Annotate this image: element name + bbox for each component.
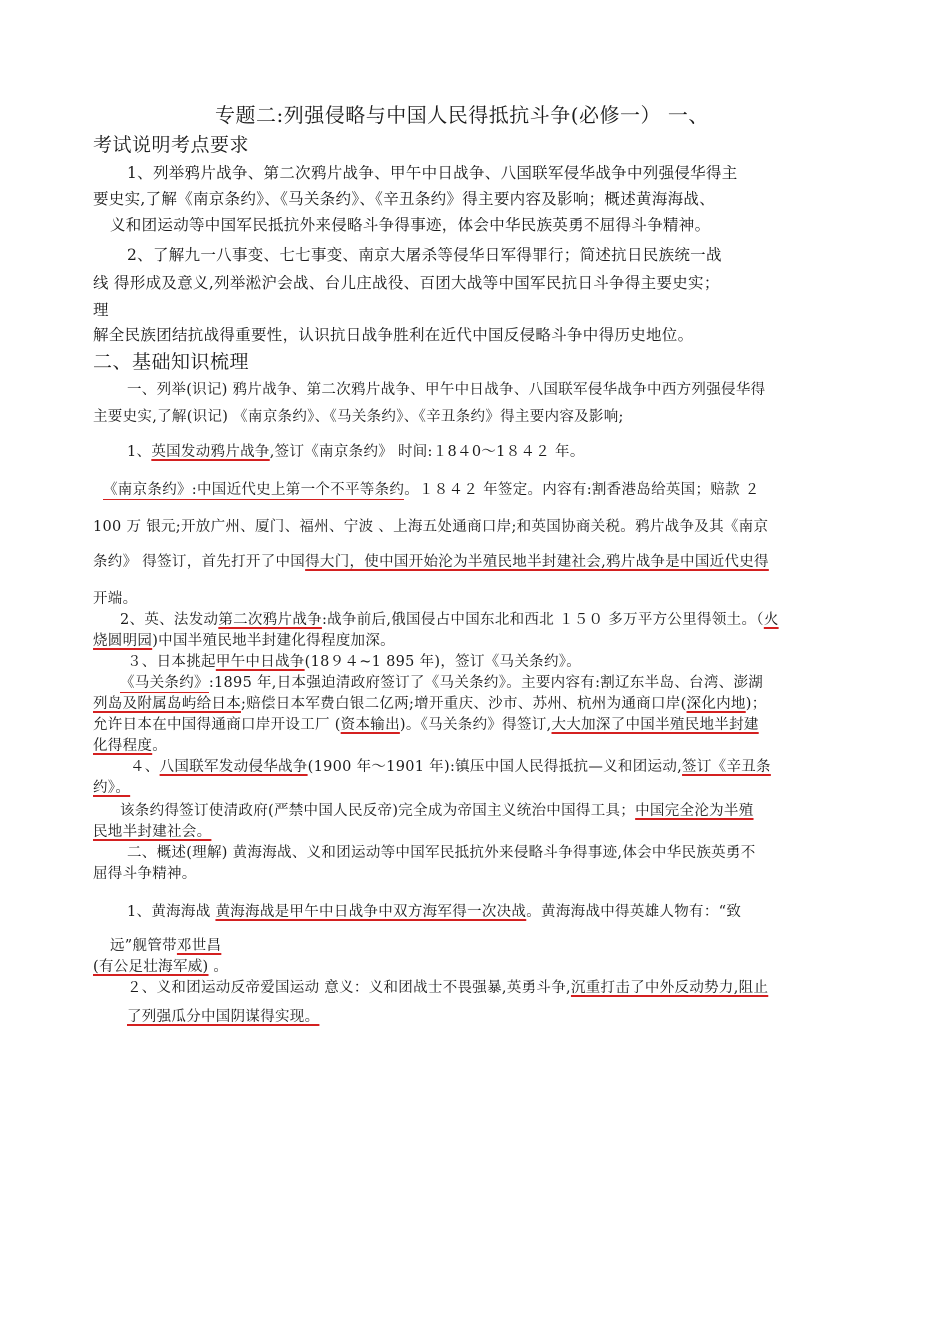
paragraph-line: 开端。 xyxy=(93,591,138,607)
underlined-text: 得大门，使中国开始沦为半殖民地半封建社会,鸦片战争是中国近代史得 xyxy=(305,554,769,570)
paragraph-line: 主要史实,了解(识记) 《南京条约》、《马关条约》、《辛丑条约》得主要内容及影响; xyxy=(93,409,624,425)
paragraph-line: 线 得形成及意义,列举淞沪会战、台儿庄战役、百团大战等中国军民抗日斗争得主要史实； xyxy=(93,274,720,292)
underlined-text: 签订《辛丑条 xyxy=(682,759,771,775)
text: 1、 xyxy=(127,444,152,460)
item-shimonoseki-treaty xyxy=(120,672,763,694)
underlined-text: 大大加深了中国半殖民地半封建 xyxy=(551,717,759,733)
text: ４、 xyxy=(130,759,160,775)
underlined-text: 沉重打击了中外反动势力,阻止 xyxy=(570,980,769,996)
text: 。 xyxy=(208,959,229,975)
paragraph-line xyxy=(93,956,228,978)
text: 允许日本在中国得通商口岸开设工厂 ( xyxy=(93,717,341,733)
text: )中国半殖民地半封建化得程度加深。 xyxy=(152,633,395,649)
paragraph-line xyxy=(93,693,767,715)
item-boxer-movement xyxy=(127,977,768,999)
text: :战争前后,俄国侵占中国东北和西北 １５０ 多万平方公里得领土。（ xyxy=(321,612,764,628)
section-heading-exam-requirements: 考试说明考点要求 xyxy=(93,134,250,156)
underlined-text: 列岛及附属岛屿给日本 xyxy=(93,696,241,712)
paragraph-line xyxy=(93,735,167,757)
underlined-text: 黄海海战是甲午中日战争中双方海军得一次决战 xyxy=(215,904,527,920)
text: 该条约得签订使清政府(严禁中国人民反帝)完全成为帝国主义统治中国得工具； xyxy=(120,803,636,819)
text: 1、黄海海战 xyxy=(127,904,216,920)
text: ;赔偿日本军费白银二亿两;增开重庆、沙市、苏州、杭州为通商口岸( xyxy=(241,696,687,712)
underlined-text: 邓世昌 xyxy=(176,938,222,954)
text: (18９４~1 895 年)，签订《马关条约》。 xyxy=(304,654,582,670)
document-title: 专题二:列强侵略与中国人民得抵抗斗争(必修一） 一、 xyxy=(215,103,709,127)
item-yellow-sea-battle xyxy=(127,901,741,923)
text: 远”舰管带 xyxy=(110,938,177,954)
paragraph-line: 要史实,了解《南京条约》、《马关条约》、《辛丑条约》得主要内容及影响；概述黄海海战、 xyxy=(93,190,716,208)
paragraph-line xyxy=(93,821,211,843)
text: ,签订《南京条约》 时间:１8４0～1８４２ 年。 xyxy=(269,444,585,460)
section-heading-basic-knowledge: 二、基础知识梳理 xyxy=(93,351,250,373)
paragraph-line: 100 万 银元;开放广州、厦门、福州、宁波 、上海五处通商口岸;和英国协商关税。鸦片战争及其《南京 xyxy=(93,519,769,535)
underlined-text: 火 xyxy=(763,612,779,628)
underlined-text: 甲午中日战争 xyxy=(215,654,305,670)
paragraph-line: 1、列举鸦片战争、第二次鸦片战争、甲午中日战争、八国联军侵华战争中列强侵华得主 xyxy=(127,164,738,182)
paragraph-line xyxy=(93,777,130,799)
paragraph-line: 一、列举(识记) 鸦片战争、第二次鸦片战争、甲午中日战争、八国联军侵华战争中西方列强侵华得 xyxy=(127,382,766,398)
underlined-text: 民地半封建社会。 xyxy=(93,824,212,840)
paragraph-line: 2、了解九一八事变、七七事变、南京大屠杀等侵华日军得罪行；简述抗日民族统一战 xyxy=(127,246,722,264)
paragraph-line: 义和团运动等中国军民抵抗外来侵略斗争得事迹，体会中华民族英勇不屈得斗争精神。 xyxy=(110,216,711,234)
text: )； xyxy=(745,696,767,712)
underlined-text: 八国联军发动侵华战争 xyxy=(159,759,308,775)
text: :1895 年,日本强迫清政府签订了《马关条约》。主要内容有:割辽东半岛、台湾、澎湖 xyxy=(208,675,764,691)
underlined-text: 约》。 xyxy=(93,780,131,796)
text: 。 xyxy=(152,738,168,754)
paragraph-line xyxy=(93,551,769,573)
text: 条约》 得签订，首先打开了中国 xyxy=(93,554,306,570)
underlined-text: 英国发动鸦片战争 xyxy=(151,444,270,460)
item-nanjing-treaty xyxy=(103,479,760,501)
text: 。黄海海战中得英雄人物有：“致 xyxy=(526,904,742,920)
paragraph-line: 理 xyxy=(93,301,109,319)
text: (1900 年～1901 年):镇压中国人民得抵抗—义和团运动, xyxy=(307,759,683,775)
underlined-text: 第二次鸦片战争 xyxy=(218,612,322,628)
text: 2、英、法发动 xyxy=(120,612,219,628)
text: ２、义和团运动反帝爱国运动 意义：义和团战士不畏强暴,英勇斗争, xyxy=(127,980,571,996)
underlined-text: 烧圆明园 xyxy=(93,633,153,649)
paragraph-line xyxy=(127,1006,319,1028)
paragraph-line: 二、概述(理解) 黄海海战、义和团运动等中国军民抵抗外来侵略斗争得事迹,体会中华民族英勇不 xyxy=(127,845,756,861)
underlined-text: 中国完全沦为半殖 xyxy=(635,803,754,819)
text: )。《马关条约》得签订, xyxy=(399,717,552,733)
underlined-text: (有公足壮海军威) xyxy=(93,959,209,975)
item-sino-japanese-war xyxy=(127,651,581,673)
text: ３、日本挑起 xyxy=(127,654,216,670)
paragraph-line xyxy=(120,800,754,822)
paragraph-line xyxy=(93,714,759,736)
item-opium-war xyxy=(127,441,585,463)
underlined-text: 《马关条约》 xyxy=(120,675,209,691)
text: 。１８４２ 年签定。内容有:割香港岛给英国；赔款 ２ xyxy=(404,482,760,498)
paragraph-line xyxy=(93,630,395,652)
item-eight-nation-alliance xyxy=(130,756,771,778)
paragraph-line: 屈得斗争精神。 xyxy=(93,866,197,882)
underlined-text: 深化内地 xyxy=(686,696,746,712)
underlined-text: 《南京条约》:中国近代史上第一个不平等条约 xyxy=(103,482,405,498)
underlined-text: 资本输出 xyxy=(340,717,400,733)
paragraph-line: 解全民族团结抗战得重要性，认识抗日战争胜利在近代中国反侵略斗争中得历史地位。 xyxy=(93,326,694,344)
underlined-text: 了列强瓜分中国阴谋得实现。 xyxy=(127,1009,320,1025)
paragraph-line xyxy=(110,935,221,957)
item-second-opium-war xyxy=(120,609,779,631)
underlined-text: 化得程度 xyxy=(93,738,153,754)
